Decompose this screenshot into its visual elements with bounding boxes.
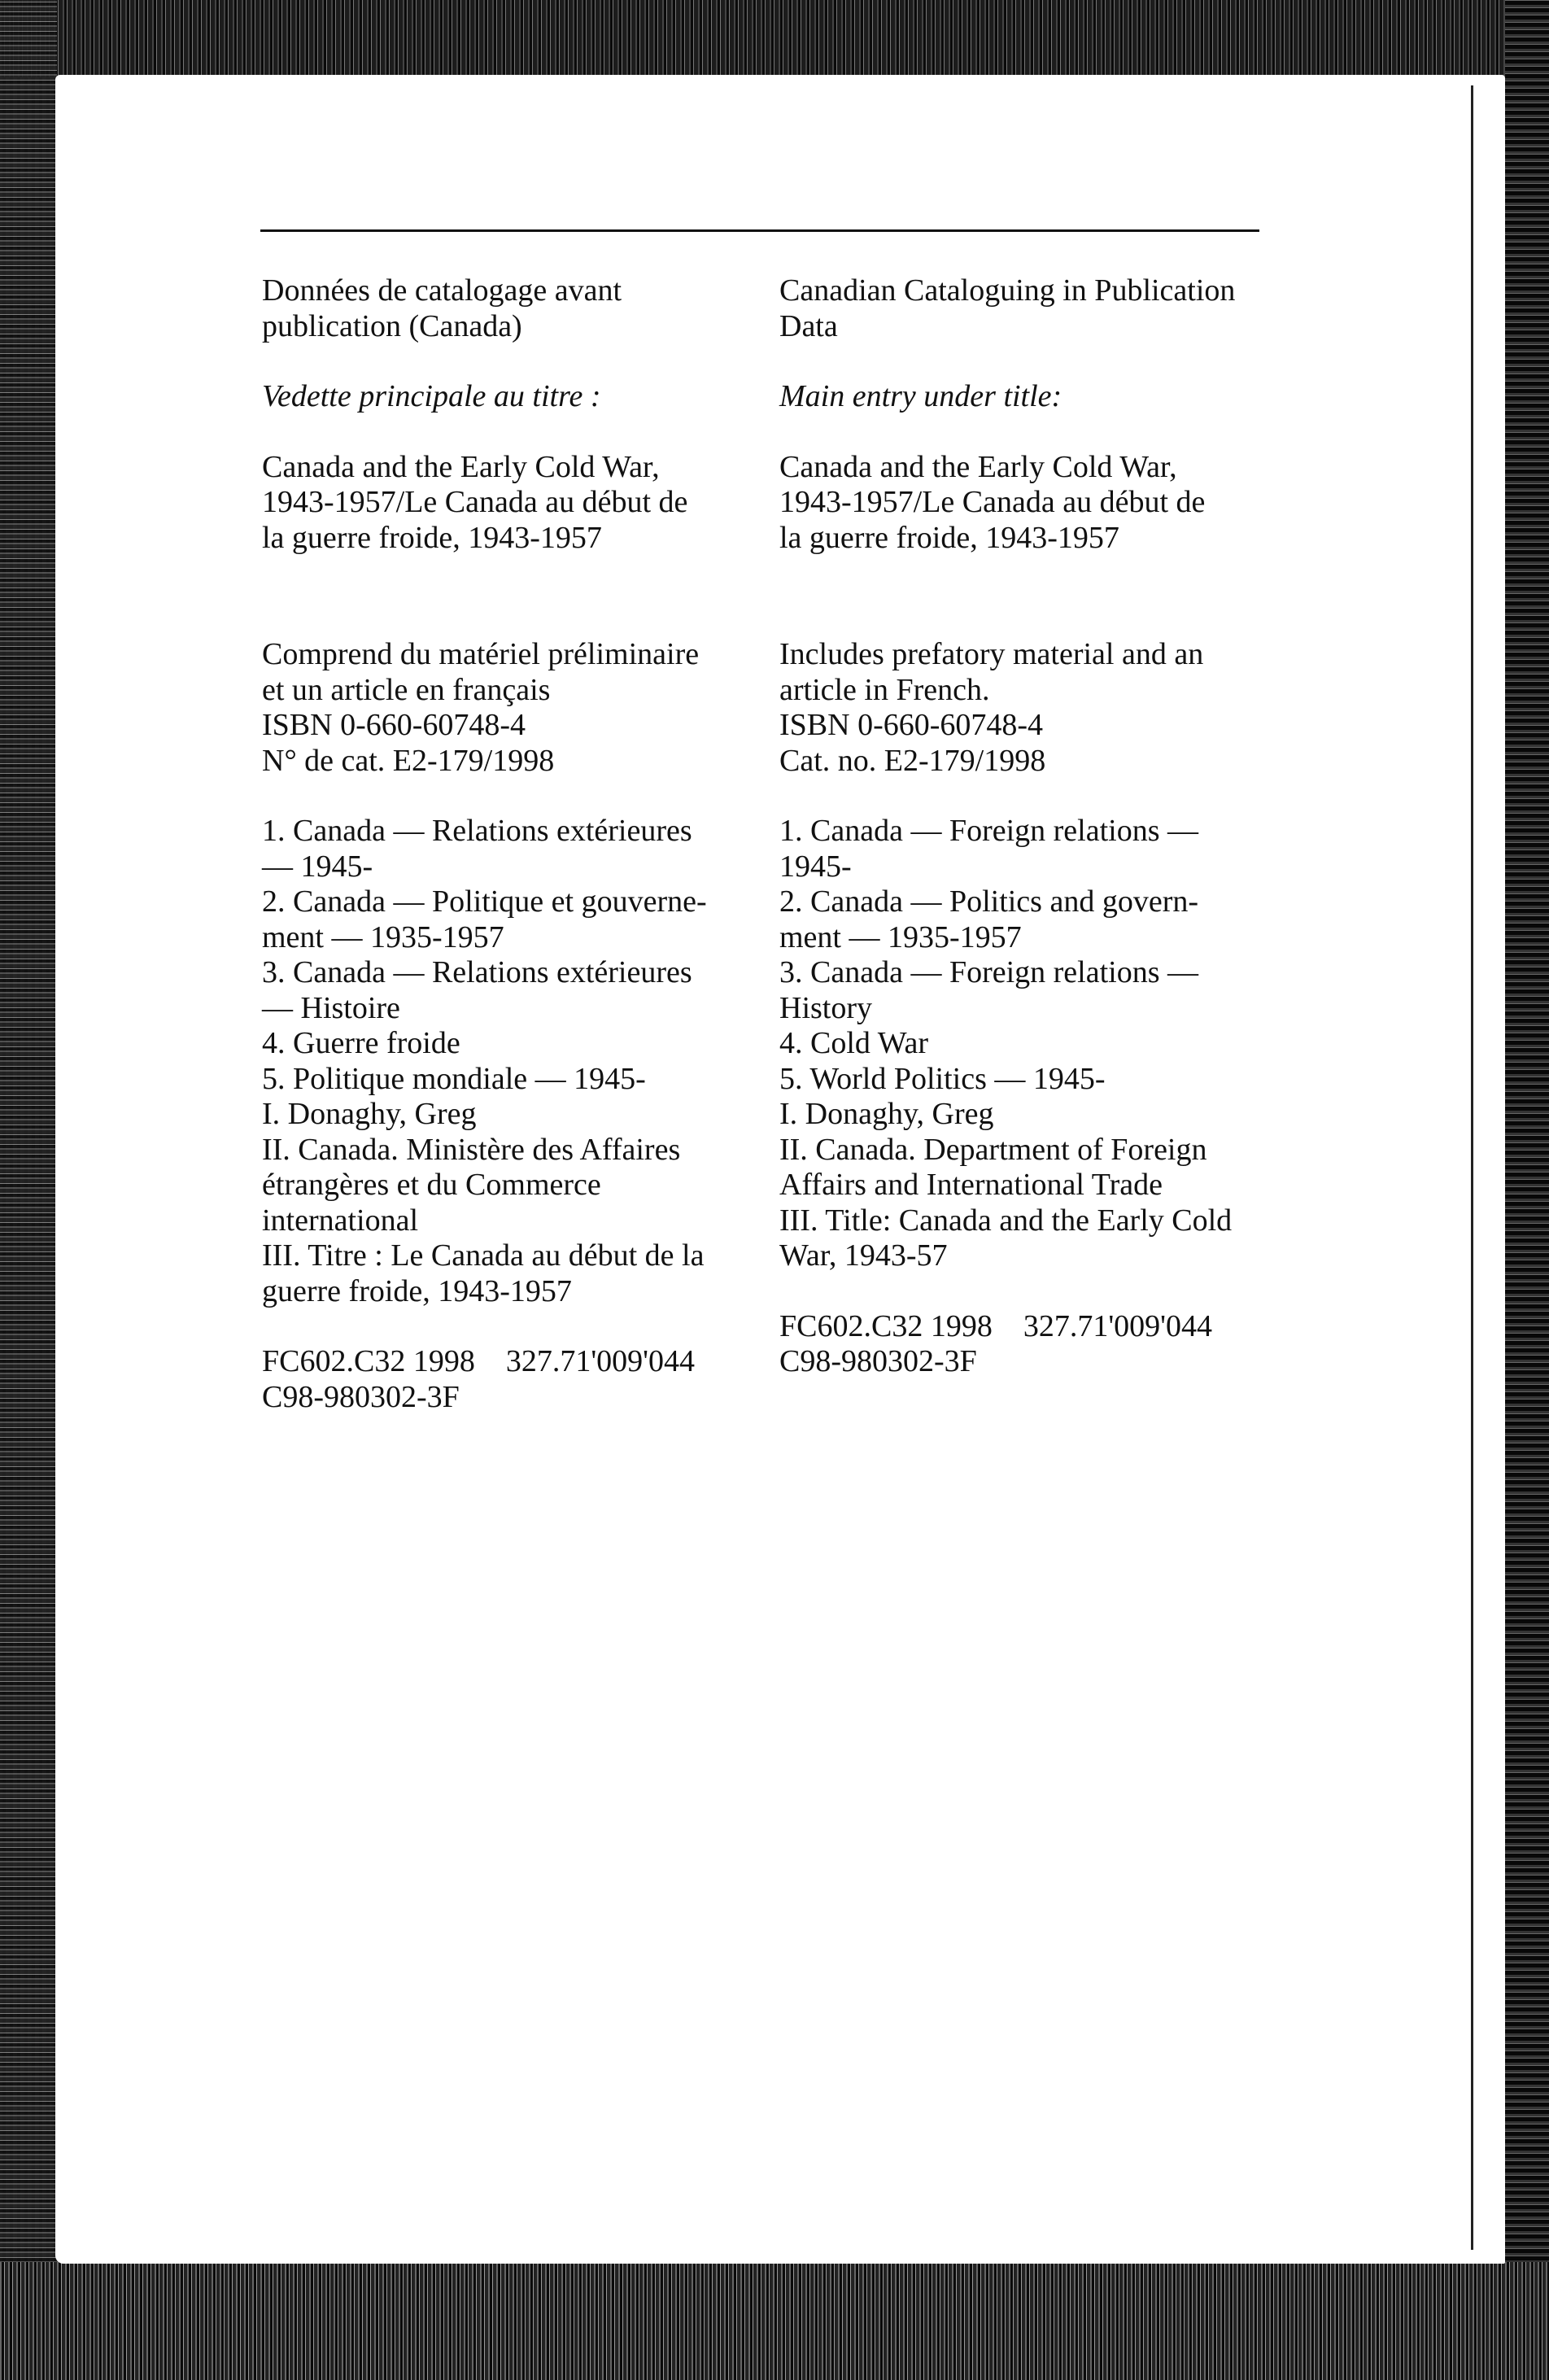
title-line: Canada and the Early Cold War, bbox=[262, 449, 660, 484]
note-line: article in French. bbox=[779, 672, 990, 707]
english-classification bbox=[779, 1309, 1268, 1380]
french-title bbox=[262, 450, 750, 557]
heading-line: publication (Canada) bbox=[262, 308, 522, 343]
subject-line: I. Donaghy, Greg bbox=[779, 1097, 994, 1131]
subject-line: guerre froide, 1943-1957 bbox=[262, 1273, 572, 1308]
title-line: la guerre froide, 1943-1957 bbox=[262, 520, 602, 555]
class-line: C98-980302-3F bbox=[779, 1344, 977, 1378]
page-right-edge-line bbox=[1471, 85, 1473, 2250]
scan-top-edge bbox=[0, 0, 1549, 77]
heading-line: Canadian Cataloguing in Publication bbox=[779, 273, 1236, 308]
subject-line: étrangères et du Commerce bbox=[262, 1168, 601, 1202]
subject-line: 5. World Politics — 1945- bbox=[779, 1061, 1106, 1096]
subject-line: 3. Canada — Relations extérieures bbox=[262, 955, 692, 989]
french-entry-label: Vedette principale au titre : bbox=[262, 379, 601, 413]
subject-line: 5. Politique mondiale — 1945- bbox=[262, 1061, 646, 1096]
french-column bbox=[262, 273, 750, 1415]
note-line: ISBN 0-660-60748-4 bbox=[262, 708, 526, 742]
subject-line: Affairs and International Trade bbox=[779, 1168, 1163, 1202]
note-line: et un article en français bbox=[262, 672, 551, 707]
subject-line: ment — 1935-1957 bbox=[779, 919, 1022, 954]
subject-line: III. Titre : Le Canada au début de la bbox=[262, 1238, 705, 1273]
english-notes bbox=[779, 637, 1268, 779]
subject-line: II. Canada. Ministère des Affaires bbox=[262, 1132, 681, 1167]
note-line: Includes prefatory material and an bbox=[779, 637, 1204, 671]
subject-line: War, 1943-57 bbox=[779, 1238, 948, 1273]
scan-right-edge bbox=[1505, 0, 1549, 2380]
subject-line: 1945- bbox=[779, 849, 852, 884]
french-notes bbox=[262, 637, 750, 779]
subject-line: II. Canada. Department of Foreign bbox=[779, 1132, 1207, 1167]
note-line: N° de cat. E2-179/1998 bbox=[262, 743, 555, 778]
french-classification bbox=[262, 1344, 750, 1415]
title-line: 1943-1957/Le Canada au début de bbox=[262, 485, 688, 519]
subject-line: 3. Canada — Foreign relations — bbox=[779, 955, 1199, 989]
subject-line: 1. Canada — Foreign relations — bbox=[779, 814, 1199, 848]
english-subjects bbox=[779, 814, 1268, 1274]
class-line: C98-980302-3F bbox=[262, 1379, 460, 1414]
note-line: Cat. no. E2-179/1998 bbox=[779, 743, 1046, 778]
heading-line: Data bbox=[779, 308, 838, 343]
title-line: Canada and the Early Cold War, bbox=[779, 449, 1177, 484]
french-heading bbox=[262, 273, 750, 344]
french-subjects bbox=[262, 814, 750, 1309]
title-line: 1943-1957/Le Canada au début de bbox=[779, 485, 1206, 519]
subject-line: 2. Canada — Politique et gouverne- bbox=[262, 884, 707, 919]
class-line: FC602.C32 1998 327.71'009'044 bbox=[779, 1308, 1213, 1343]
subject-line: international bbox=[262, 1203, 419, 1238]
class-line: FC602.C32 1998 327.71'009'044 bbox=[262, 1344, 696, 1378]
subject-line: History bbox=[779, 990, 872, 1025]
english-title bbox=[779, 450, 1268, 557]
subject-line: — Histoire bbox=[262, 990, 400, 1025]
scan-left-edge bbox=[0, 0, 57, 2380]
english-column bbox=[779, 273, 1268, 1380]
top-rule bbox=[260, 229, 1259, 232]
english-heading bbox=[779, 273, 1268, 344]
subject-line: 1. Canada — Relations extérieures bbox=[262, 814, 692, 848]
subject-line: 4. Guerre froide bbox=[262, 1026, 460, 1060]
subject-line: — 1945- bbox=[262, 849, 373, 884]
scan-bottom-edge bbox=[0, 2262, 1549, 2380]
title-line: la guerre froide, 1943-1957 bbox=[779, 520, 1119, 555]
subject-line: 4. Cold War bbox=[779, 1026, 929, 1060]
english-entry-label: Main entry under title: bbox=[779, 379, 1062, 413]
heading-line: Données de catalogage avant bbox=[262, 273, 622, 308]
note-line: Comprend du matériel préliminaire bbox=[262, 637, 700, 671]
subject-line: ment — 1935-1957 bbox=[262, 919, 504, 954]
subject-line: 2. Canada — Politics and govern- bbox=[779, 884, 1199, 919]
subject-line: I. Donaghy, Greg bbox=[262, 1097, 477, 1131]
subject-line: III. Title: Canada and the Early Cold bbox=[779, 1203, 1233, 1238]
note-line: ISBN 0-660-60748-4 bbox=[779, 708, 1044, 742]
